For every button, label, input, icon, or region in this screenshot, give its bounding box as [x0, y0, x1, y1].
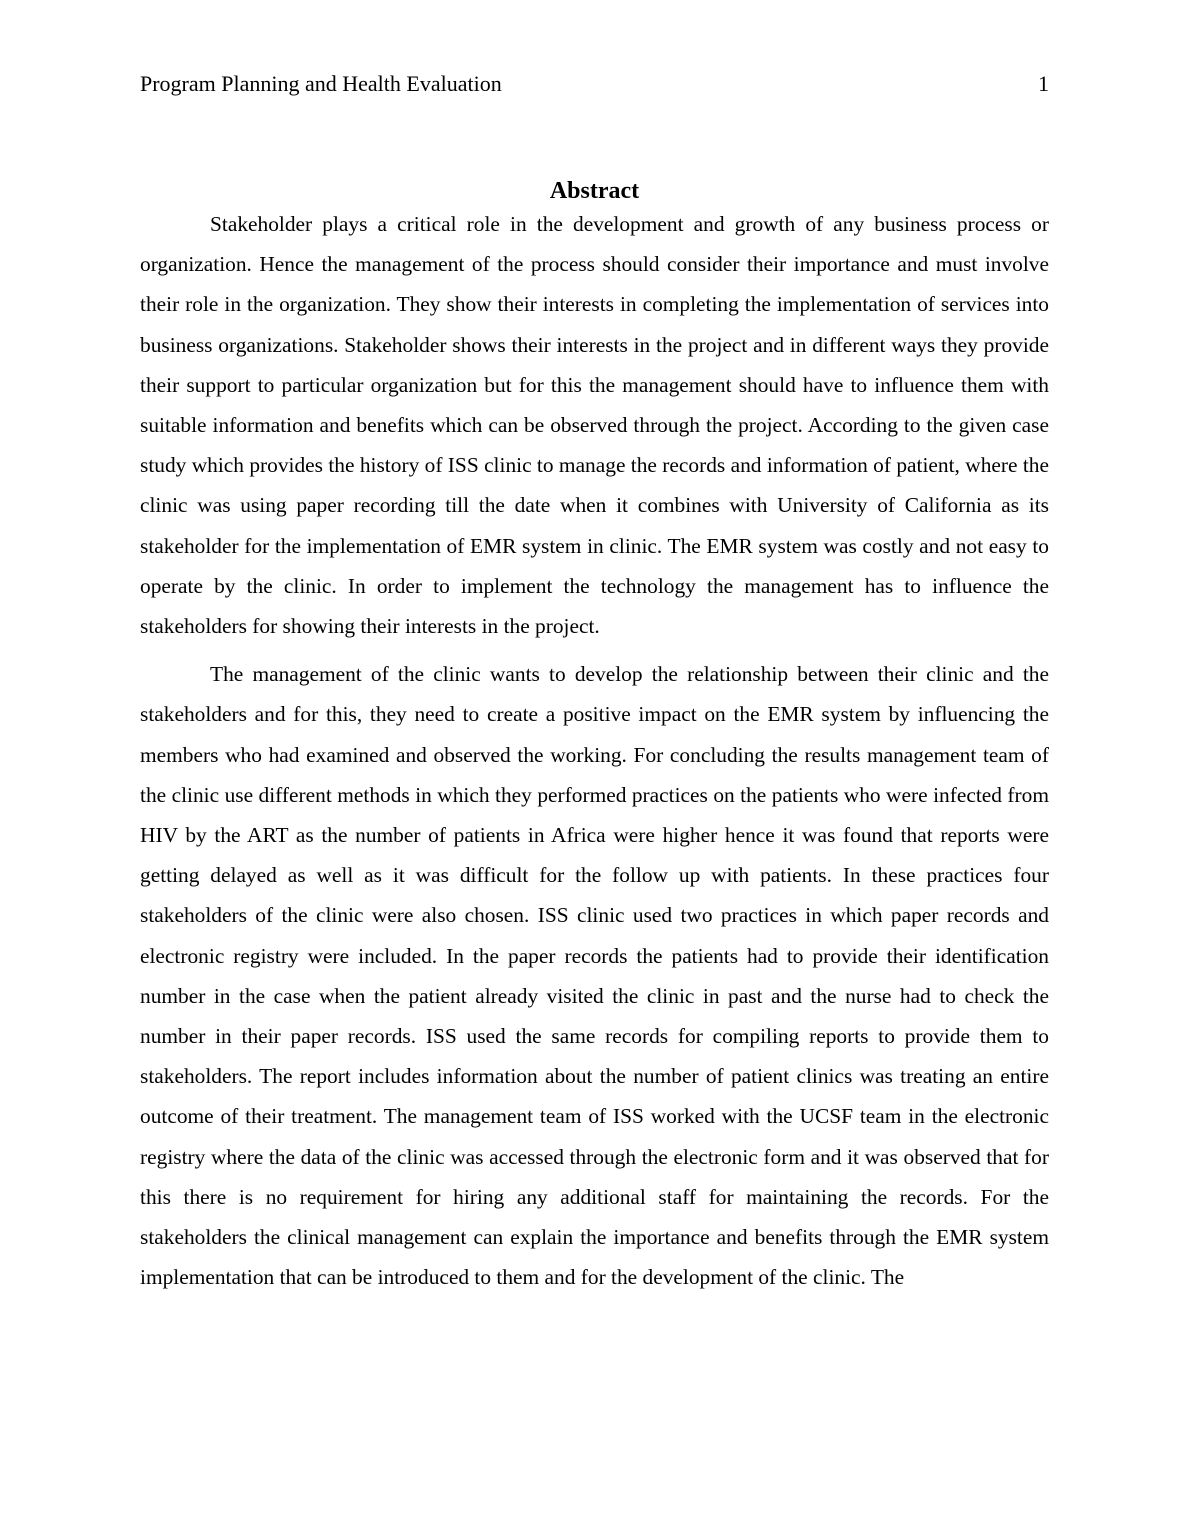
abstract-paragraph-2: The management of the clinic wants to develop the relationship between their clinic and the stakeholders and for this, they need to create a positive impact on the EMR system by influencing the members who had examined and observed the working. For concluding the results management team of the clinic use different methods in which they performed practices on the patients who were infected from HIV by the ART as the number of patients in Africa were higher hence it was found that reports were getting delayed as well as it was difficult for the follow up with patients. In these practices four stakeholders of the clinic were also chosen. ISS clinic used two practices in which paper records and electronic registry were included. In the paper records the patients had to provide their identification number in the case when the patient already visited the clinic in past and the nurse had to check the number in their paper records. ISS used the same records for compiling reports to provide them to stakeholders. The report includes information about the number of patient clinics was treating an entire outcome of their treatment. The management team of ISS worked with the UCSF team in the electronic registry where the data of the clinic was accessed through the electronic form and it was observed that for this there is no requirement for hiring any additional staff for maintaining the records. For the stakeholders the clinical management can explain the importance and benefits through the EMR system implementation that can be introduced to them and for the development of the clinic. The — [140, 662, 1049, 1290]
abstract-body — [140, 204, 1049, 1297]
page-number: 1 — [1038, 71, 1049, 96]
abstract-heading: Abstract — [549, 178, 640, 204]
abstract-paragraph-1: Stakeholder plays a critical role in the development and growth of any business process or organization. Hence the management of the process should consider their importance and must involve their role in the organization. They show their interests in completing the implementation of services into business organizations. Stakeholder shows their interests in the project and in different ways they provide their support to particular organization but for this the management should have to influence them with suitable information and benefits which can be observed through the project. According to the given case study which provides the history of ISS clinic to manage the records and information of patient, where the clinic was using paper recording till the date when it combines with University of California as its stakeholder for the implementation of EMR system in clinic. The EMR system was costly and not easy to operate by the clinic. In order to implement the technology the management has to influence the stakeholders for showing their interests in the project. — [140, 212, 1049, 639]
running-title: Program Planning and Health Evaluation — [140, 71, 502, 96]
